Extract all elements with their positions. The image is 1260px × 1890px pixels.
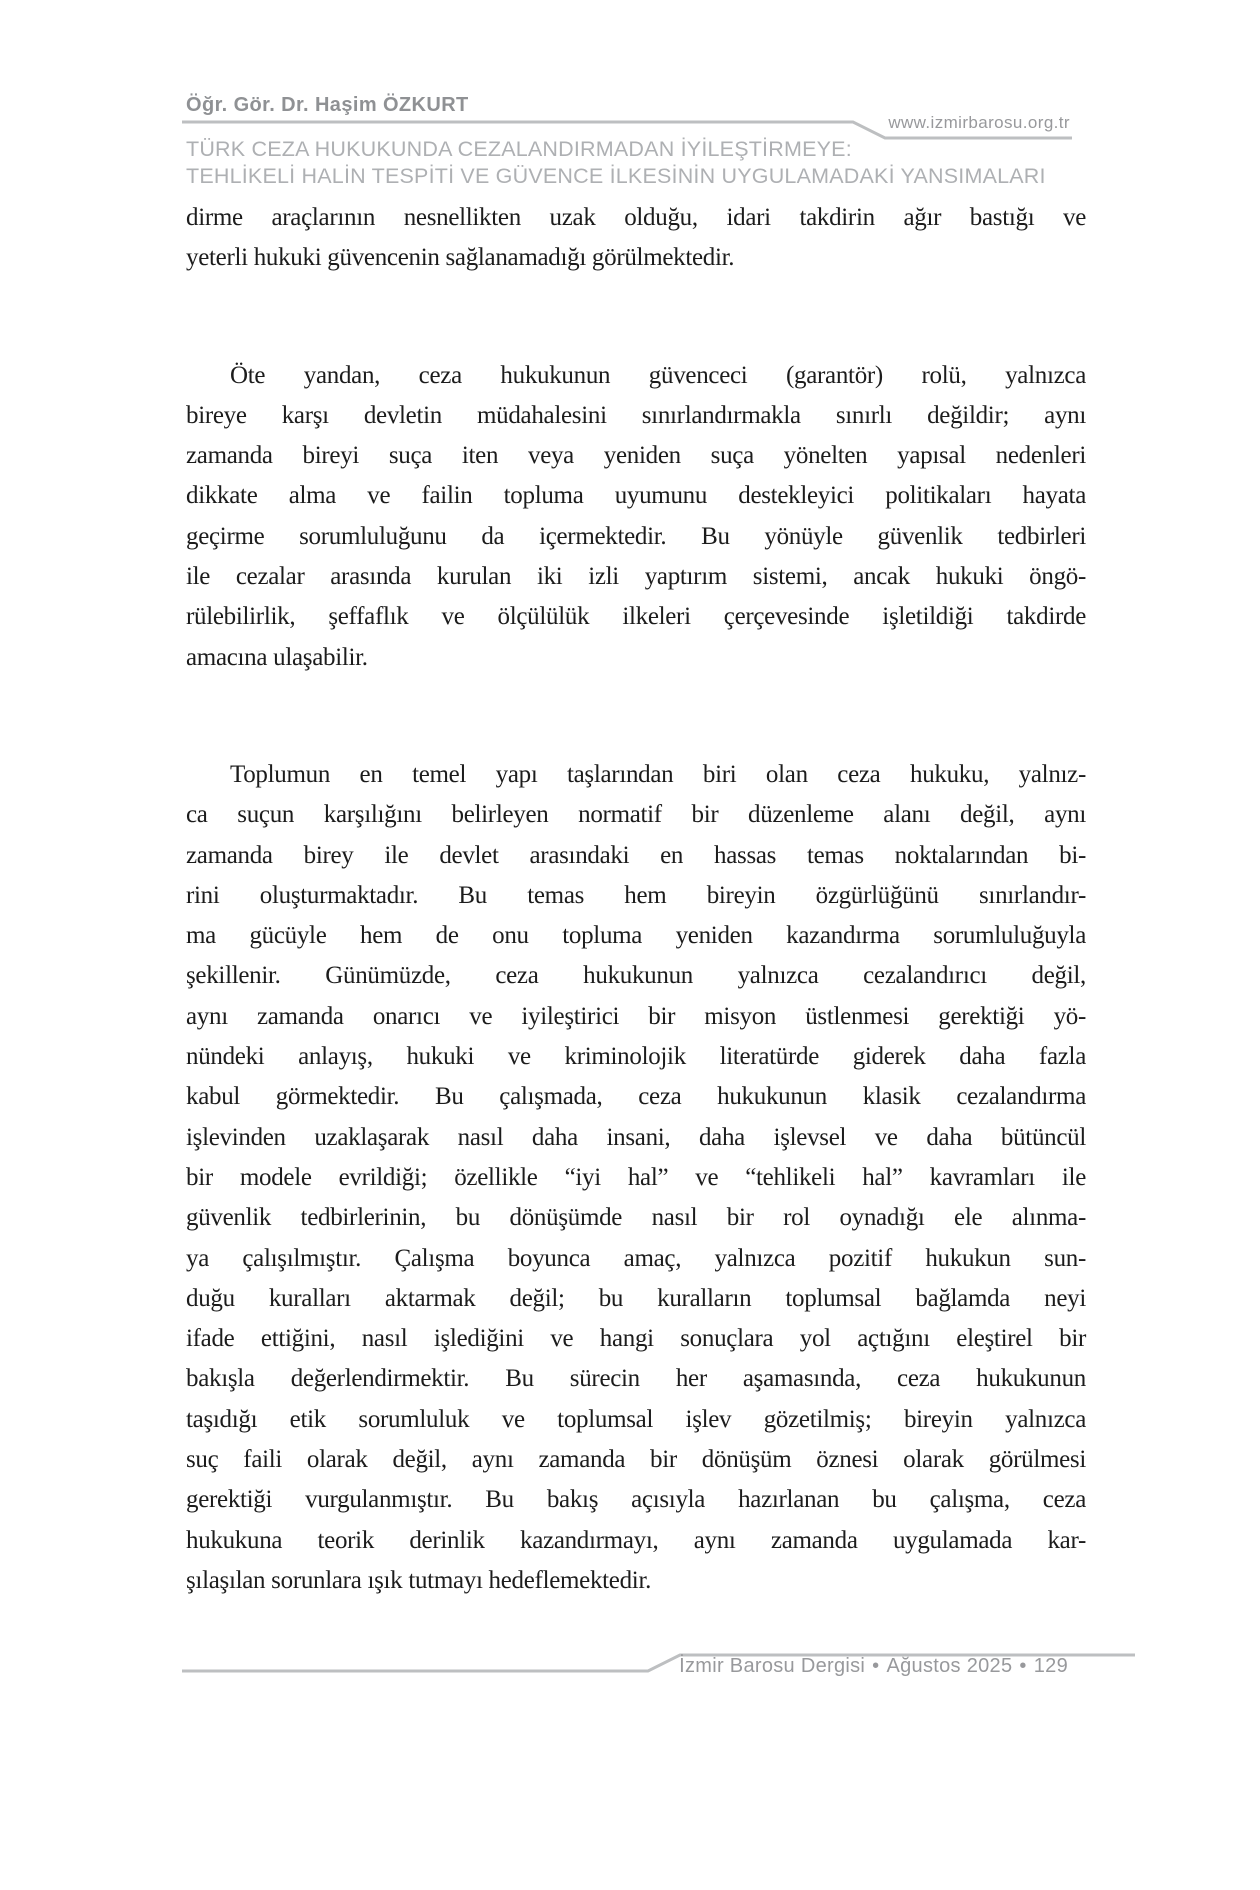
author-name: Öğr. Gör. Dr. Haşim ÖZKURT bbox=[186, 94, 469, 116]
body-text-line: aynı zamanda onarıcı ve iyileştirici bir misyon üstlenmesi gerektiği yö- bbox=[186, 1002, 1086, 1030]
body-text-line: rini oluşturmaktadır. Bu temas hem bireyin özgürlüğünü sınırlandır- bbox=[186, 881, 1086, 909]
body-text-line: rülebilirlik, şeffaflık ve ölçülülük ilkeleri çerçevesinde işletildiği takdirde bbox=[186, 603, 1086, 631]
body-text-line: zamanda bireyi suça iten veya yeniden suça yönelten yapısal nedenleri bbox=[186, 442, 1086, 470]
body-text-line: ile cezalar arasında kurulan iki izli yaptırım sistemi, ancak hukuki öngö- bbox=[186, 563, 1086, 591]
body-text-line: ya çalışılmıştır. Çalışma boyunca amaç, yalnızca pozitif hukukun sun- bbox=[186, 1244, 1086, 1272]
issue-date: Ağustos 2025 bbox=[886, 1655, 1013, 1677]
paragraph bbox=[186, 755, 1086, 1601]
body-text-line: dirme araçlarının nesnellikten uzak olduğu, idari takdirin ağır bastığı ve bbox=[186, 204, 1086, 231]
body-text-line: gerektiği vurgulanmıştır. Bu bakış açısıyla hazırlanan bu çalışma, ceza bbox=[186, 1486, 1086, 1514]
body-text-line: dikkate alma ve failin topluma uyumunu destekleyici politikaları hayata bbox=[186, 482, 1086, 510]
journal-name: İzmir Barosu Dergisi bbox=[679, 1655, 866, 1677]
body-text-line: bireye karşı devletin müdahalesini sınırlandırmakla sınırlı değildir; aynı bbox=[186, 401, 1086, 429]
footer-separator-icon: • bbox=[1019, 1655, 1027, 1677]
journal-footer-text bbox=[679, 1655, 1068, 1678]
article-title-line-2: TEHLİKELİ HALİN TESPİTİ VE GÜVENCE İLKESİNİN UYGULAMADAKİ YANSIMALARI bbox=[186, 164, 1046, 188]
article-title-line-1: TÜRK CEZA HUKUKUNDA CEZALANDIRMADAN İYİLEŞTİRMEYE: bbox=[186, 137, 852, 161]
body-text-line: ifade ettiğini, nasıl işlediğini ve hangi sonuçlara yol açtığını eleştirel bir bbox=[186, 1325, 1086, 1353]
website-url: www.izmirbarosu.org.tr bbox=[888, 113, 1070, 132]
paragraph bbox=[186, 198, 1086, 279]
body-text-line: güvenlik tedbirlerinin, bu dönüşümde nasıl bir rol oynadığı ele alınma- bbox=[186, 1204, 1086, 1232]
page-number: 129 bbox=[1033, 1655, 1068, 1677]
body-text-line: hukukuna teorik derinlik kazandırmayı, aynı zamanda uygulamada kar- bbox=[186, 1526, 1086, 1554]
body-text-line: zamanda birey ile devlet arasındaki en hassas temas noktalarından bi- bbox=[186, 841, 1086, 869]
body-text-line: yeterli hukuki güvencenin sağlanamadığı görülmektedir. bbox=[186, 244, 735, 272]
body-text-line: bakışla değerlendirmektir. Bu sürecin her aşamasında, ceza hukukunun bbox=[186, 1365, 1086, 1393]
body-text-line: Toplumun en temel yapı taşlarından biri olan ceza hukuku, yalnız- bbox=[230, 760, 1086, 788]
body-text-line: işlevinden uzaklaşarak nasıl daha insani, daha işlevsel ve daha bütüncül bbox=[186, 1123, 1086, 1151]
body-text-line: taşıdığı etik sorumluluk ve toplumsal işlev gözetilmiş; bireyin yalnızca bbox=[186, 1405, 1086, 1433]
body-text-line: bir modele evrildiği; özellikle “iyi hal” ve “tehlikeli hal” kavramları ile bbox=[186, 1163, 1086, 1191]
body-text-line: nündeki anlayış, hukuki ve kriminolojik literatürde giderek daha fazla bbox=[186, 1043, 1086, 1071]
body-text-line: ma gücüyle hem de onu topluma yeniden kazandırma sorumluluğuyla bbox=[186, 922, 1086, 950]
article-body bbox=[186, 198, 1086, 1601]
body-text-line: ca suçun karşılığını belirleyen normatif bir düzenleme alanı değil, aynı bbox=[186, 801, 1086, 829]
body-text-line: kabul görmektedir. Bu çalışmada, ceza hukukunun klasik cezalandırma bbox=[186, 1083, 1086, 1111]
body-text-line: şekillenir. Günümüzde, ceza hukukunun yalnızca cezalandırıcı değil, bbox=[186, 962, 1086, 990]
body-text-line: amacına ulaşabilir. bbox=[186, 643, 368, 671]
footer-separator-icon: • bbox=[872, 1655, 880, 1677]
body-text-line: şılaşılan sorunlara ışık tutmayı hedeflemektedir. bbox=[186, 1566, 652, 1594]
body-text-line: Öte yandan, ceza hukukunun güvenceci (garantör) rolü, yalnızca bbox=[230, 361, 1086, 389]
paragraph bbox=[186, 356, 1086, 678]
body-text-line: suç faili olarak değil, aynı zamanda bir dönüşüm öznesi olarak görülmesi bbox=[186, 1446, 1086, 1474]
body-text-line: duğu kuralları aktarmak değil; bu kuralların toplumsal bağlamda neyi bbox=[186, 1284, 1086, 1312]
body-text-line: geçirme sorumluluğunu da içermektedir. Bu yönüyle güvenlik tedbirleri bbox=[186, 522, 1086, 550]
